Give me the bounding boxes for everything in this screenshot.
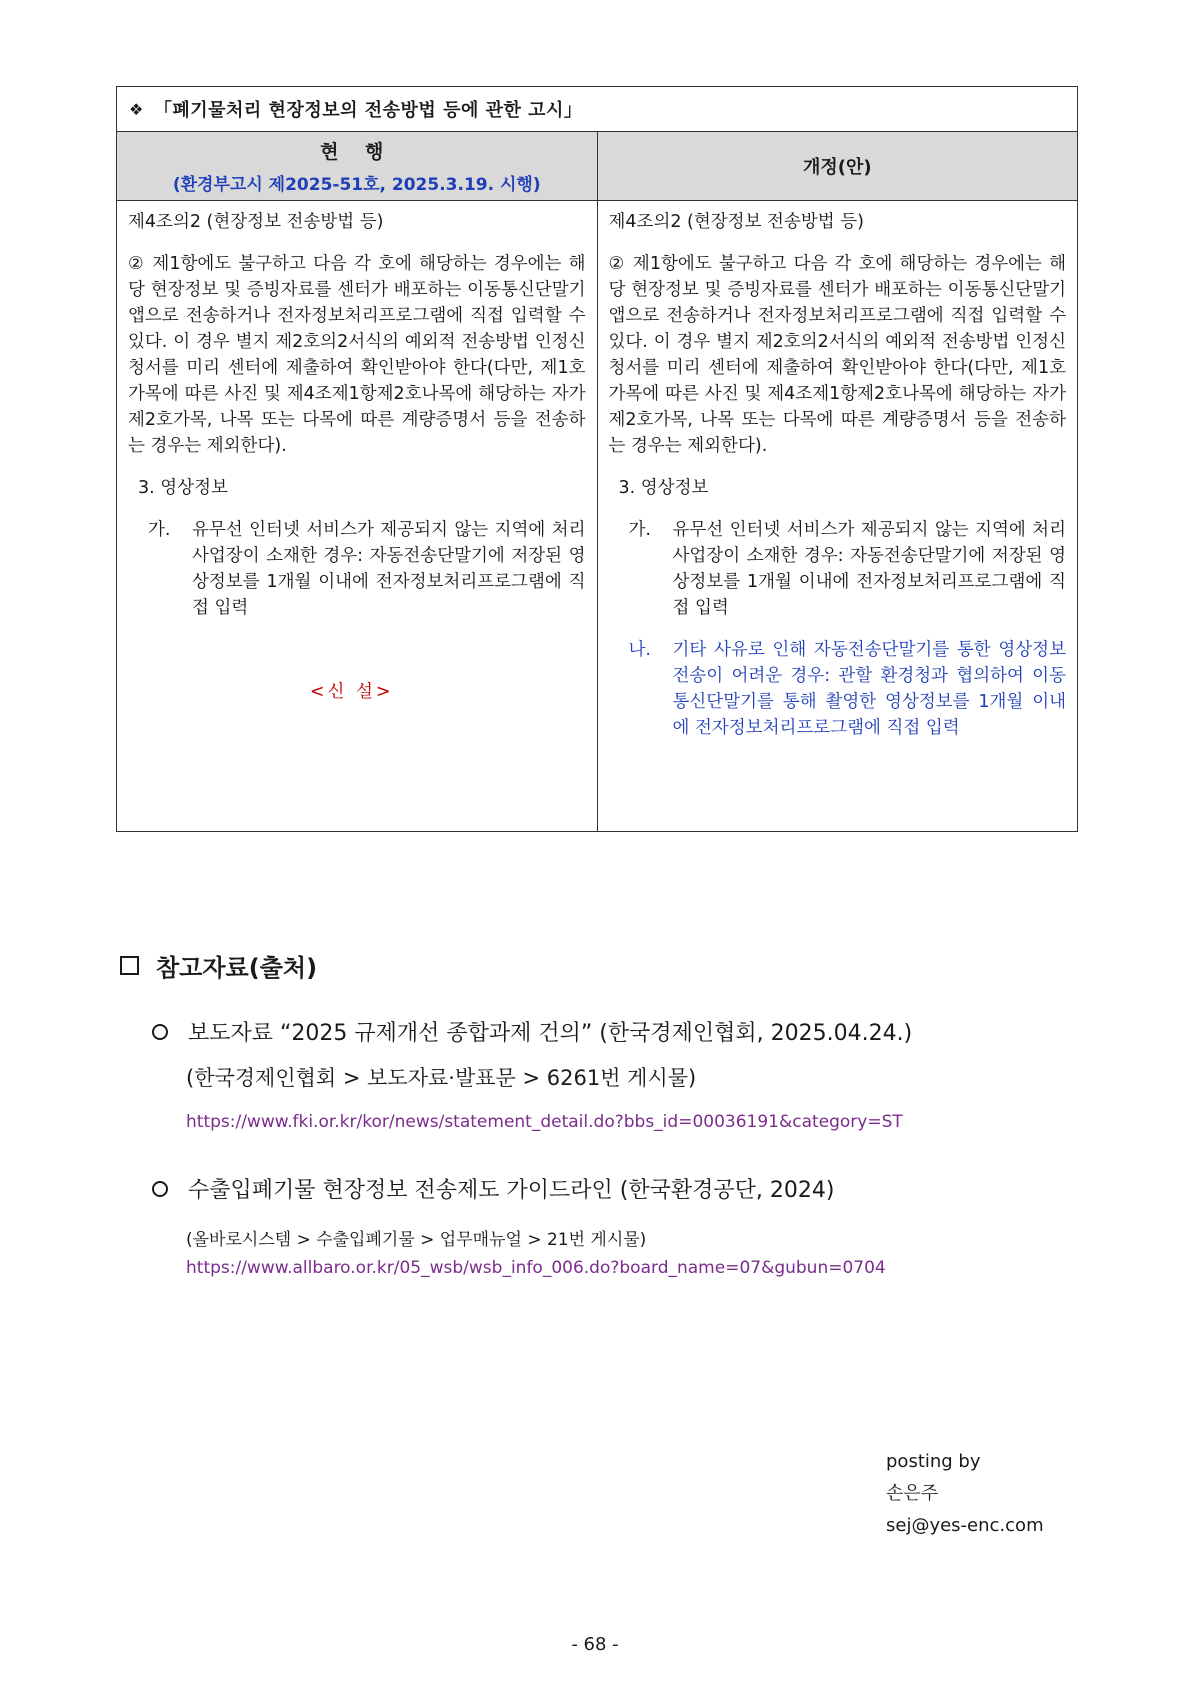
table-body (117, 201, 1077, 831)
proposed-column (598, 201, 1078, 831)
circle-bullet-icon (152, 1024, 168, 1040)
header-proposed (598, 132, 1078, 200)
page-number: - 68 - (571, 1634, 619, 1655)
header-proposed-label: 개정(안) (802, 157, 872, 178)
table-header (117, 132, 1077, 201)
item-3: 3. 영상정보 (618, 478, 709, 498)
current-column (117, 201, 598, 831)
reference-2-path: (올바로시스템 > 수출입폐기물 > 업무매뉴얼 > 21번 게시물) (186, 1230, 647, 1250)
reference-2-link[interactable]: https://www.allbaro.or.kr/05_wsb/wsb_info_006.do?board_name=07&gubun=0704 (186, 1258, 886, 1278)
checkbox-square-icon (120, 956, 139, 975)
item-3: 3. 영상정보 (138, 478, 228, 498)
table-title (117, 87, 1077, 132)
header-current-sub: (환경부고시 제2025-51호, 2025.3.19. 시행) (172, 175, 541, 195)
posting-email: sej@yes-enc.com (886, 1515, 1044, 1536)
references-heading (120, 948, 317, 983)
paragraph-2: ② 제1항에도 불구하고 다음 각 호에 해당하는 경우에는 해당 현장정보 및 증빙자료를 센터가 배포하는 이동통신단말기 앱으로 전송하거나 전자정보처리프로그램에 직접 입력할 수 있다. 이 경우 별지 제2호의2서식의 예외적 전송방법 인정신청서를 미리 센터에 제출하여 확인받아야 한다(다만, 제1호가목에 따른 사진 및 제4조제1항제2호나목에 해당하는 자가 제2호가목, 나목 또는 다목에 따른 계량증명서 등을 전송하는 경우는 제외한다). (608, 254, 1066, 456)
posting-name: 손은주 (886, 1483, 939, 1504)
posting-info (886, 1446, 1044, 1542)
header-current (117, 132, 598, 200)
subitem-ga (629, 517, 1067, 621)
references-title: 참고자료(출처) (156, 954, 318, 982)
diamond-bullet-icon: ❖ (129, 99, 144, 119)
reference-1-path: (한국경제인협회 > 보도자료·발표문 > 6261번 게시물) (186, 1066, 697, 1090)
reference-2 (152, 1173, 834, 1204)
subitem-text: 유무선 인터넷 서비스가 제공되지 않는 지역에 처리사업장이 소재한 경우: 자동전송단말기에 저장된 영상정보를 1개월 이내에 전자정보처리프로그램에 직접 입력 (192, 520, 586, 618)
reference-1-title: 보도자료 “2025 규제개선 종합과제 건의” (한국경제인협회, 2025.04.24.) (188, 1021, 913, 1046)
comparison-table (116, 86, 1078, 832)
subitem-number: 가. (148, 520, 171, 540)
subitem-text: 기타 사유로 인해 자동전송단말기를 통한 영상정보 전송이 어려운 경우: 관할 환경청과 협의하여 이동통신단말기를 통해 촬영한 영상정보를 1개월 이내에 전자정보처리프로그램에 직접 입력 (672, 640, 1066, 738)
subitem-number: 나. (628, 640, 651, 660)
reference-2-title: 수출입폐기물 현장정보 전송제도 가이드라인 (한국환경공단, 2024) (188, 1178, 835, 1203)
subitem-na-new (629, 637, 1067, 741)
subitem-number: 가. (628, 520, 651, 540)
article-title: 제4조의2 (현장정보 전송방법 등) (608, 212, 864, 232)
circle-bullet-icon (152, 1181, 168, 1197)
subitem-text: 유무선 인터넷 서비스가 제공되지 않는 지역에 처리사업장이 소재한 경우: 자동전송단말기에 저장된 영상정보를 1개월 이내에 전자정보처리프로그램에 직접 입력 (672, 520, 1066, 618)
article-title: 제4조의2 (현장정보 전송방법 등) (128, 212, 384, 232)
posting-label: posting by (886, 1451, 981, 1472)
subitem-ga (148, 517, 586, 621)
reference-1 (152, 1016, 912, 1047)
table-title-text: 「폐기물처리 현장정보의 전송방법 등에 관한 고시」 (153, 100, 583, 121)
new-provision-mark: <신 설> (309, 682, 394, 702)
reference-1-link[interactable]: https://www.fki.or.kr/kor/news/statement_detail.do?bbs_id=00036191&category=ST (186, 1112, 903, 1132)
paragraph-2: ② 제1항에도 불구하고 다음 각 호에 해당하는 경우에는 해당 현장정보 및 증빙자료를 센터가 배포하는 이동통신단말기 앱으로 전송하거나 전자정보처리프로그램에 직접 입력할 수 있다. 이 경우 별지 제2호의2서식의 예외적 전송방법 인정신청서를 미리 센터에 제출하여 확인받아야 한다(다만, 제1호가목에 따른 사진 및 제4조제1항제2호나목에 해당하는 자가 제2호가목, 나목 또는 다목에 따른 계량증명서 등을 전송하는 경우는 제외한다). (128, 254, 586, 456)
header-current-label: 현 행 (320, 141, 394, 163)
